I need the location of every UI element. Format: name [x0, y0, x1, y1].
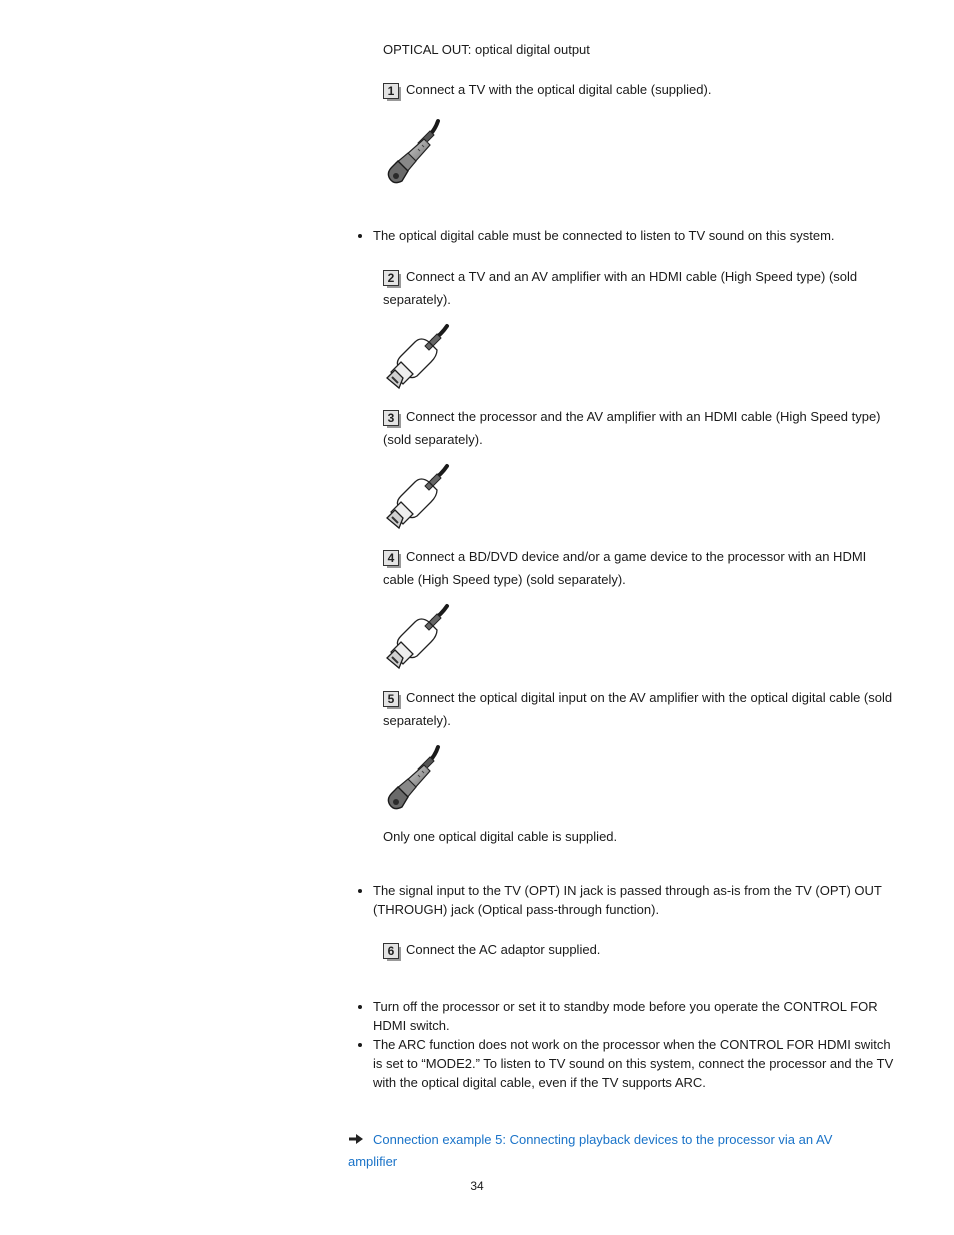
step-5: [383, 686, 895, 732]
step-4-text: Connect a BD/DVD device and/or a game device to the processor with an HDMI cable (High Speed type) (sold separately).: [383, 549, 867, 587]
related-link-text[interactable]: Connection example 5: Connecting playback devices to the processor via an AV amplifier: [348, 1132, 833, 1169]
page-number: 34: [470, 1179, 484, 1193]
hdmi-cable-icon: [383, 602, 453, 672]
note-list-1: [355, 226, 895, 245]
note-item: Turn off the processor or set it to standby mode before you operate the CONTROL FOR HDMI switch.: [355, 997, 895, 1035]
note-item: The ARC function does not work on the processor when the CONTROL FOR HDMI switch is set to “MODE2.” To listen to TV sound on this system, connect the processor and the TV with the optical digital cable, even if the TV supports ARC.: [355, 1035, 895, 1092]
hdmi-cable-icon: [383, 322, 453, 392]
note-text: Only one optical digital cable is supplied.: [383, 829, 618, 844]
step-3-text: Connect the processor and the AV amplifier with an HDMI cable (High Speed type) (sold separately).: [383, 409, 881, 447]
step-number-6: 6: [383, 943, 399, 959]
optical-cable-icon: [385, 743, 447, 813]
step-3: [383, 405, 895, 451]
step-2: [383, 265, 895, 311]
step-2-text: Connect a TV and an AV amplifier with an HDMI cable (High Speed type) (sold separately).: [383, 269, 858, 307]
note-item: The optical digital cable must be connected to listen to TV sound on this system.: [355, 226, 895, 245]
note-list-2: [355, 881, 895, 919]
step-number-1: 1: [383, 83, 399, 99]
related-link[interactable]: [348, 1129, 878, 1173]
step-number-3: 3: [383, 410, 399, 426]
step-number-4: 4: [383, 550, 399, 566]
section-heading: OPTICAL OUT: optical digital output: [383, 42, 590, 57]
optical-cable-icon: [385, 117, 447, 187]
note-list-3: [355, 997, 895, 1092]
note-item: The signal input to the TV (OPT) IN jack is passed through as-is from the TV (OPT) OUT (THROUGH) jack (Optical pass-through function).: [355, 881, 895, 919]
step-number-2: 2: [383, 270, 399, 286]
step-1: [383, 78, 895, 101]
step-6: [383, 938, 895, 961]
step-1-text: Connect a TV with the optical digital cable (supplied).: [406, 82, 712, 97]
step-4: [383, 545, 895, 591]
step-number-5: 5: [383, 691, 399, 707]
step-5-text: Connect the optical digital input on the AV amplifier with the optical digital cable (sold separately).: [383, 690, 893, 728]
step-6-text: Connect the AC adaptor supplied.: [406, 942, 601, 957]
hdmi-cable-icon: [383, 462, 453, 532]
